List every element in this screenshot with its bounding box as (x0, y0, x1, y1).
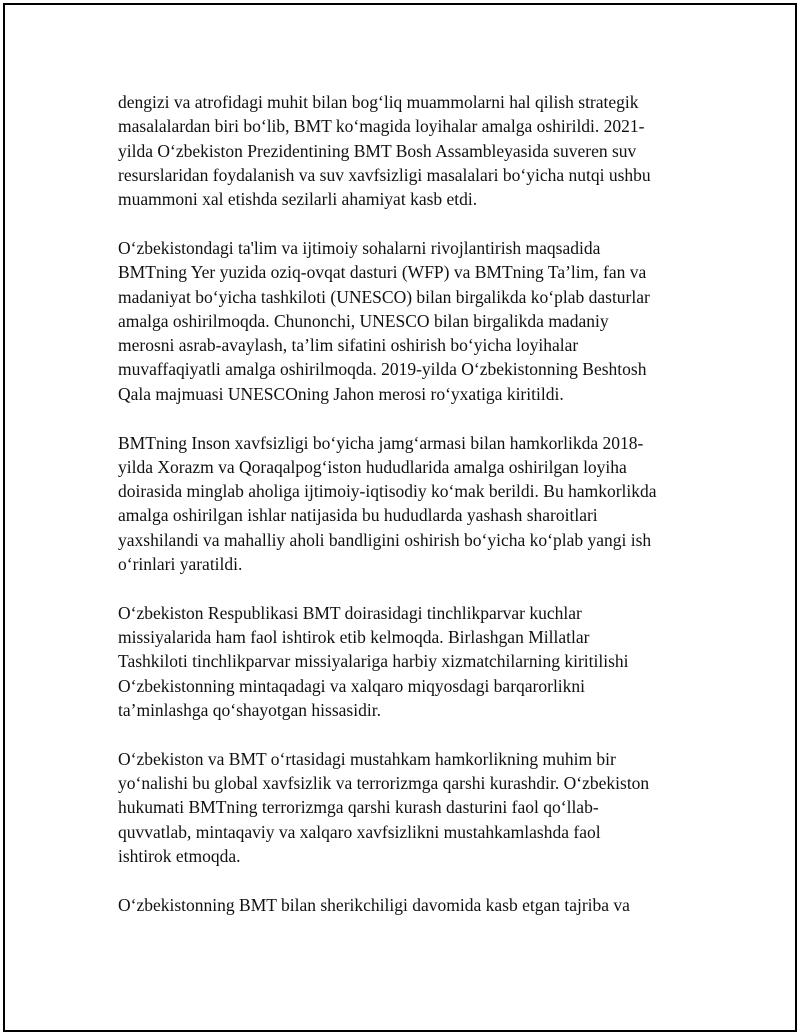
text-line: Qala majmuasi UNESCOning Jahon merosi ro‘yxatiga kiritildi. (118, 383, 564, 404)
text-line: amalga oshirilmoqda. Chunonchi, UNESCO bilan birgalikda madaniy (118, 310, 609, 331)
text-line: yaxshilandi va mahalliy aholi bandligini oshirish bo‘yicha ko‘plab yangi ish (118, 529, 652, 550)
text-line: ta’minlashga qo‘shayotgan hissasidir. (118, 700, 381, 721)
text-line: O‘zbekistonning mintaqadagi va xalqaro miqyosdagi barqarorlikni (118, 675, 586, 696)
text-line: BMTning Yer yuzida oziq-ovqat dasturi (WFP) va BMTning Ta’lim, fan va (118, 262, 647, 283)
text-line: muammoni xal etishda sezilarli ahamiyat kasb etdi. (118, 189, 478, 210)
text-line: madaniyat bo‘yicha tashkiloti (UNESCO) bilan birgalikda ko‘plab dasturlar (118, 286, 650, 307)
paragraph-2 (118, 236, 690, 406)
text-line: o‘rinlari yaratildi. (118, 554, 243, 575)
document-body (118, 90, 690, 942)
text-line: doirasida minglab aholiga ijtimoiy-iqtisodiy ko‘mak berildi. Bu hamkorlikda (118, 481, 657, 502)
text-line: muvaffaqiyatli amalga oshirilmoqda. 2019-yilda O‘zbekistonning Beshtosh (118, 359, 647, 380)
text-line: dengizi va atrofidagi muhit bilan bog‘liq muammolarni hal qilish strategik (118, 92, 639, 112)
text-line: yo‘nalishi bu global xavfsizlik va terrorizmga qarshi kurashdir. O‘zbekiston (118, 773, 650, 794)
text-line: O‘zbekiston Respublikasi BMT doirasidagi tinchlikparvar kuchlar (118, 602, 582, 623)
text-line: BMTning Inson xavfsizligi bo‘yicha jamg‘armasi bilan hamkorlikda 2018- (118, 432, 644, 453)
text-line: O‘zbekistonning BMT bilan sherikchiligi davomida kasb etgan tajriba va (118, 894, 630, 915)
text-line: Tashkiloti tinchlikparvar missiyalariga harbiy xizmatchilarning kiritilishi (118, 651, 629, 672)
paragraph-3 (118, 431, 690, 577)
text-line: resurslaridan foydalanish va suv xavfsizligi masalalari bo‘yicha nutqi ushbu (118, 164, 651, 185)
paragraph-6 (118, 893, 690, 917)
text-line: yilda Xorazm va Qoraqalpog‘iston hududlarida amalga oshirilgan loyiha (118, 456, 627, 477)
text-line: ishtirok etmoqda. (118, 846, 241, 867)
text-line: quvvatlab, mintaqaviy va xalqaro xavfsizlikni mustahkamlashda faol (118, 821, 601, 842)
text-line: yilda O‘zbekiston Prezidentining BMT Bosh Assambleyasida suveren suv (118, 140, 637, 161)
text-line: missiyalarida ham faol ishtirok etib kelmoqda. Birlashgan Millatlar (118, 627, 590, 648)
paragraph-4 (118, 601, 690, 722)
text-line: O‘zbekiston va BMT o‘rtasidagi mustahkam hamkorlikning muhim bir (118, 748, 616, 769)
text-line: hukumati BMTning terrorizmga qarshi kurash dasturini faol qo‘llab- (118, 797, 599, 818)
paragraph-5 (118, 747, 690, 868)
paragraph-1 (118, 90, 690, 211)
text-line: merosni asrab-avaylash, ta’lim sifatini oshirish bo‘yicha loyihalar (118, 335, 579, 356)
text-line: amalga oshirilgan ishlar natijasida bu hududlarda yashash sharoitlari (118, 505, 598, 526)
text-line: O‘zbekistondagi ta'lim va ijtimoiy sohalarni rivojlantirish maqsadida (118, 237, 601, 258)
text-line: masalalardan biri bo‘lib, BMT ko‘magida loyihalar amalga oshirildi. 2021- (118, 116, 645, 137)
